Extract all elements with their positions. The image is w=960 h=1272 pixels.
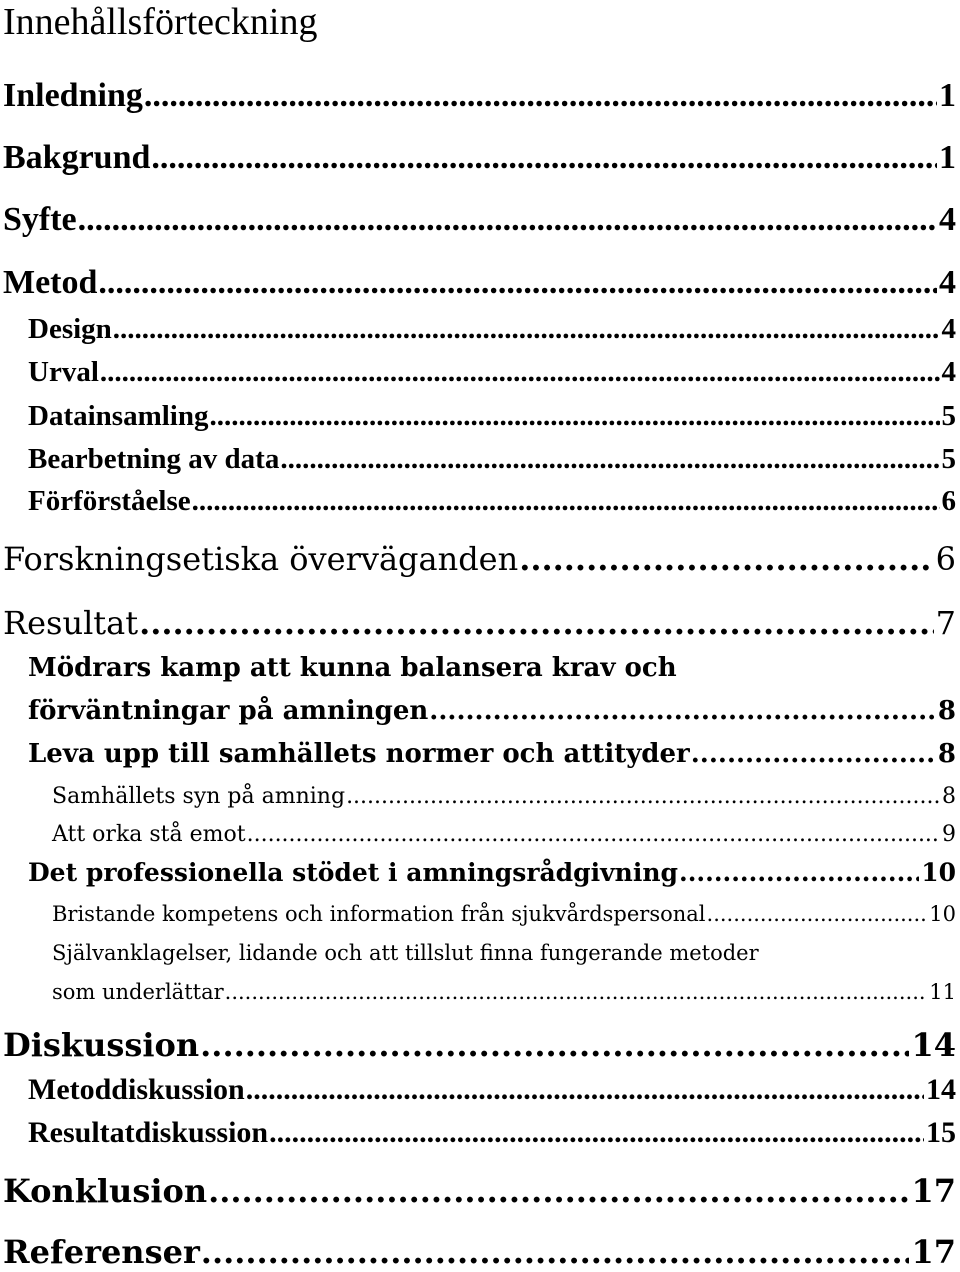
toc-entry-leva-upp[interactable]: [28, 736, 956, 772]
toc-entry-label: Resultat: [3, 604, 139, 642]
toc-entry-modrars[interactable]: [28, 693, 956, 729]
toc-entry-label: som underlättar: [52, 980, 224, 1004]
toc-entry-page: 1: [939, 139, 956, 176]
toc-entry-label: Metod: [3, 264, 98, 301]
toc-entry-page: 6: [935, 540, 956, 578]
toc-entry-label: Leva upp till samhällets normer och attityder: [28, 739, 690, 769]
toc-entry-sjalvanklagelser[interactable]: [52, 976, 956, 1008]
leader-dots: [100, 353, 940, 391]
leader-dots: [429, 693, 936, 729]
toc-entry-page: 9: [942, 822, 956, 847]
toc-entry-resultatdiskussion[interactable]: [28, 1113, 956, 1153]
toc-entry-referenser[interactable]: [3, 1232, 956, 1272]
toc-entry-page: 5: [941, 443, 956, 475]
toc-entry-page: 17: [911, 1172, 956, 1210]
leader-dots: [679, 855, 919, 891]
leader-dots: [113, 310, 940, 348]
toc-entry-page: 4: [939, 264, 956, 301]
leader-dots: [225, 976, 928, 1008]
toc-entry-label: Resultatdiskussion: [28, 1116, 269, 1149]
toc-entry-label: Det professionella stödet i amningsrådgivning: [28, 858, 678, 887]
toc-title: Innehållsförteckning: [3, 1, 318, 43]
toc-entry-page: 14: [911, 1026, 956, 1064]
toc-entry-label: Referenser: [3, 1233, 200, 1271]
toc-entry-datainsamling[interactable]: [28, 397, 956, 435]
toc-entry-label: Bakgrund: [3, 139, 151, 176]
toc-entry-page: 8: [937, 739, 956, 769]
toc-entry-label: Urval: [28, 356, 99, 388]
toc-entry-samhallets-syn[interactable]: [52, 781, 956, 813]
toc-entry-urval[interactable]: [28, 353, 956, 391]
toc-entry-page: 10: [921, 858, 956, 887]
toc-entry-page: 15: [926, 1116, 956, 1149]
leader-dots: [144, 74, 937, 118]
toc-entry-label: Datainsamling: [28, 400, 209, 432]
toc-entry-label: Metoddiskussion: [28, 1073, 245, 1106]
toc-entry-bearbetning[interactable]: [28, 440, 956, 478]
leader-dots: [151, 136, 937, 180]
toc-entry-diskussion[interactable]: [3, 1024, 956, 1066]
toc-entry-page: 8: [937, 696, 956, 726]
leader-dots: [209, 397, 939, 435]
toc-entry-att-orka[interactable]: [52, 819, 956, 851]
leader-dots: [139, 602, 934, 644]
leader-dots: [269, 1113, 924, 1153]
leader-dots: [691, 736, 936, 772]
toc-entry-label: Samhällets syn på amning: [52, 784, 346, 809]
toc-entry-label: Design: [28, 313, 112, 345]
toc-entry-forforstaelse[interactable]: [28, 482, 956, 520]
toc-entry-label: Bristande kompetens och information från sjukvårdspersonal: [52, 902, 706, 926]
toc-entry-page: 4: [941, 356, 956, 388]
leader-dots: [346, 781, 940, 813]
leader-dots: [192, 482, 940, 520]
leader-dots: [200, 1024, 909, 1066]
toc-entry-metoddiskussion[interactable]: [28, 1070, 956, 1110]
toc-entry-forskningsetiska[interactable]: [3, 538, 956, 580]
leader-dots: [247, 819, 940, 851]
toc-entry-page: 7: [935, 604, 956, 642]
toc-entry-label: Inledning: [3, 77, 143, 114]
toc-entry-bakgrund[interactable]: [3, 136, 956, 180]
toc-entry-inledning[interactable]: [3, 74, 956, 118]
toc-entry-label: Att orka stå emot: [52, 822, 246, 847]
toc-entry-sjalvanklagelser-line1[interactable]: Självanklagelser, lidande och att tillslut finna fungerande metoder: [52, 941, 759, 965]
toc-entry-page: 6: [941, 485, 956, 517]
toc-entry-page: 4: [939, 201, 956, 238]
leader-dots: [707, 898, 928, 930]
leader-dots: [208, 1170, 909, 1212]
toc-entry-design[interactable]: [28, 310, 956, 348]
toc-entry-label: förväntningar på amningen: [28, 696, 429, 726]
toc-entry-bristande[interactable]: [52, 898, 956, 930]
leader-dots: [246, 1070, 924, 1110]
toc-entry-page: 10: [929, 902, 956, 926]
leader-dots: [519, 538, 933, 580]
toc-entry-label: Bearbetning av data: [28, 443, 280, 475]
toc-entry-page: 11: [929, 980, 956, 1004]
toc-entry-label: Konklusion: [3, 1172, 208, 1210]
leader-dots: [78, 198, 937, 242]
toc-entry-page: 1: [939, 77, 956, 114]
toc-entry-page: 17: [911, 1233, 956, 1271]
leader-dots: [280, 440, 939, 478]
leader-dots: [98, 261, 937, 305]
toc-entry-page: 14: [926, 1073, 956, 1106]
toc-entry-page: 8: [942, 784, 956, 809]
toc-entry-label: Forskningsetiska överväganden: [3, 540, 519, 578]
toc-entry-syfte[interactable]: [3, 198, 956, 242]
toc-entry-resultat[interactable]: [3, 602, 956, 644]
leader-dots: [201, 1232, 910, 1272]
toc-entry-konklusion[interactable]: [3, 1170, 956, 1212]
toc-entry-label: Syfte: [3, 201, 77, 238]
toc-entry-det-professionella[interactable]: [28, 855, 956, 891]
toc-entry-page: 4: [941, 313, 956, 345]
toc-entry-modrars-line1[interactable]: Mödrars kamp att kunna balansera krav och: [28, 653, 677, 683]
toc-entry-metod[interactable]: [3, 261, 956, 305]
toc-entry-label: Förförståelse: [28, 485, 191, 517]
toc-entry-page: 5: [941, 400, 956, 432]
toc-entry-label: Diskussion: [3, 1026, 200, 1064]
